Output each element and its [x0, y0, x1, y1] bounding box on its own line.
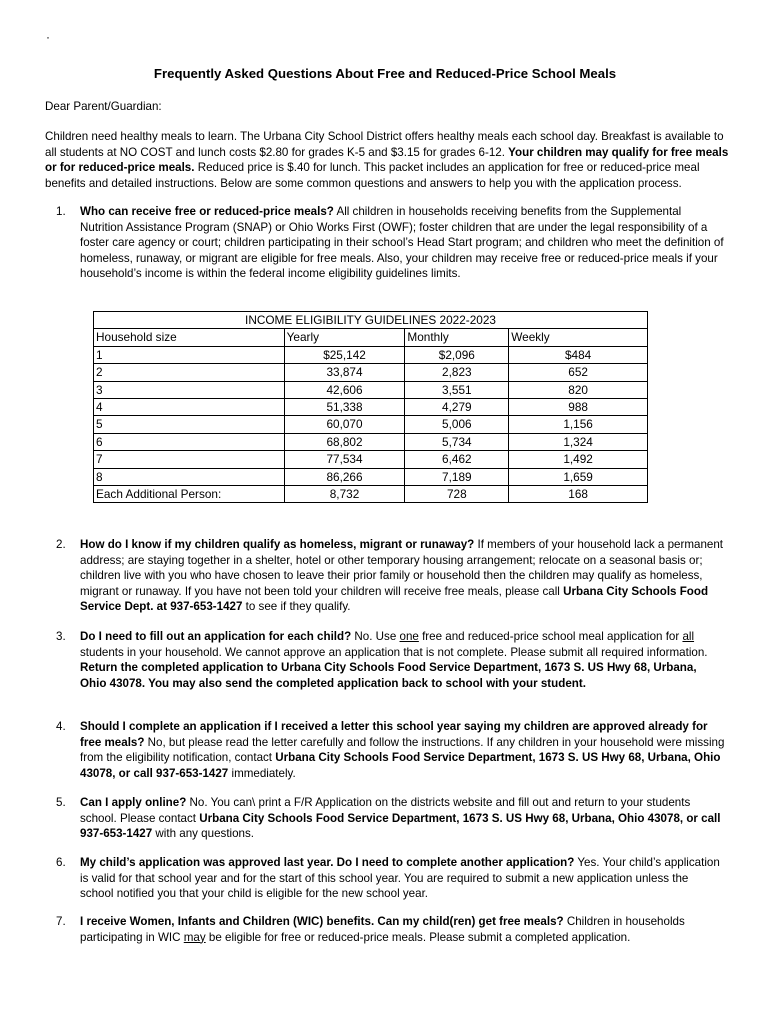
cell-yearly: 42,606 [284, 381, 405, 398]
cell-household-size: 7 [94, 451, 285, 468]
cell-yearly: 60,070 [284, 416, 405, 433]
cell-yearly: 51,338 [284, 399, 405, 416]
faq-contact: Urbana City Schools Food Service Department, 1673 S. US Hwy 68, Urbana, Ohio 43078, or call 937-653-1427 [80, 751, 721, 780]
faq-answer: Children in households participating in WIC [80, 915, 685, 944]
cell-weekly: 1,659 [509, 468, 648, 485]
faq-question: Do I need to fill out an application for each child? [80, 630, 352, 643]
cell-weekly: 168 [509, 486, 648, 503]
faq-number: 3. [56, 630, 66, 643]
faq-body [80, 795, 725, 842]
faq-answer-3: students in your household. We cannot approve an application that is not complete. Please submit all required information. [80, 645, 708, 659]
faq-underline-one: one [399, 630, 419, 643]
faq-answer: No. You can\ print a F/R Application on the districts website and fill out and return to your students school. Please contact [80, 796, 691, 825]
table-row [94, 416, 648, 433]
intro-text-2: Reduced price is $.40 for lunch. This packet includes an application for free or reduced-price meal benefits and detailed instructions. Below are some common questions and answers to help you with the application process. [45, 161, 700, 190]
table-row [94, 399, 648, 416]
cell-household-size: 3 [94, 381, 285, 398]
income-eligibility-table [93, 311, 648, 503]
faq-number: 1. [56, 205, 66, 218]
cell-monthly: 5,006 [405, 416, 509, 433]
cell-monthly: 5,734 [405, 433, 509, 450]
cell-yearly: 68,802 [284, 433, 405, 450]
faq-answer-end: to see if they qualify. [242, 600, 351, 614]
header-monthly: Monthly [405, 329, 509, 346]
faq-body [80, 855, 725, 902]
table-row [94, 346, 648, 363]
cell-weekly: 1,156 [509, 416, 648, 433]
faq-answer-end: immediately. [228, 766, 296, 780]
faq-underline-all: all [682, 630, 695, 643]
cell-household-size: 6 [94, 433, 285, 450]
faq-answer-2: free and reduced-price school meal application for [418, 630, 683, 643]
intro-bold: Your children may qualify for free meals or for reduced-price meals. [45, 145, 729, 175]
cell-yearly: 86,266 [284, 468, 405, 485]
header-household-size: Household size [94, 329, 285, 346]
faq-body [80, 914, 725, 945]
table-row [94, 381, 648, 398]
faq-question: Can I apply online? [80, 796, 187, 809]
faq-item-4 [45, 719, 725, 781]
cell-monthly: $2,096 [405, 346, 509, 363]
stray-mark: · [46, 30, 50, 44]
table-row [94, 433, 648, 450]
cell-weekly: 820 [509, 381, 648, 398]
cell-household-size: 5 [94, 416, 285, 433]
faq-item-6 [45, 855, 725, 902]
cell-monthly: 6,462 [405, 451, 509, 468]
intro-paragraph [45, 129, 730, 191]
cell-monthly: 7,189 [405, 468, 509, 485]
cell-monthly: 2,823 [405, 364, 509, 381]
header-weekly: Weekly [509, 329, 648, 346]
faq-answer-end: be eligible for free or reduced-price meals. Please submit a completed application. [205, 930, 631, 944]
faq-body [80, 719, 725, 781]
faq-answer: Yes. Your child’s application is valid for that school year and for the start of this school year. You are required to submit a new application unless the school notified you that your child is eligible for the new school year. [80, 856, 720, 901]
greeting: Dear Parent/Guardian: [45, 100, 162, 113]
cell-household-size: 8 [94, 468, 285, 485]
cell-yearly: $25,142 [284, 346, 405, 363]
faq-answer-end: with any questions. [152, 827, 255, 841]
faq-body [80, 629, 725, 691]
faq-item-3 [45, 629, 725, 691]
cell-monthly: 728 [405, 486, 509, 503]
table-row [94, 468, 648, 485]
page-title: Frequently Asked Questions About Free and Reduced-Price School Meals [153, 66, 617, 81]
cell-yearly: 8,732 [284, 486, 405, 503]
faq-answer: No, but please read the letter carefully and follow the instructions. If any children in your household were missing from the eligibility notification, contact [80, 735, 725, 765]
faq-body [80, 537, 725, 615]
faq-underline-may: may [183, 930, 206, 944]
faq-answer: If members of your household lack a permanent address; are staying together in a shelter, hotel or other temporary housing arrangement; relocate on a seasonal basis or; children live with you who have chosen to leave their prior family or household then the children may qualify as homeless, migrant or runaway. If you have not been told your children will receive free meals, please call [80, 538, 724, 598]
faq-contact: Urbana City Schools Food Service Department, 1673 S. US Hwy 68, Urbana, Ohio 43078, or call 937-653-1427 [80, 811, 721, 841]
faq-number: 5. [56, 796, 66, 809]
faq-body [80, 204, 725, 282]
table-caption-row [94, 312, 648, 329]
cell-household-size: 4 [94, 399, 285, 416]
intro-text-1: Children need healthy meals to learn. The Urbana City School District offers healthy meals each school day. Breakfast is available to all students at NO COST and lunch costs $2.80 for grades K-5 and $3.15 for grades 6-12. [45, 130, 724, 159]
faq-item-1 [45, 204, 725, 282]
table-caption: INCOME ELIGIBILITY GUIDELINES 2022-2023 [94, 312, 648, 329]
cell-weekly: $484 [509, 346, 648, 363]
faq-question: Who can receive free or reduced-price meals? [80, 205, 334, 218]
cell-household-size: Each Additional Person: [94, 486, 285, 503]
cell-weekly: 988 [509, 399, 648, 416]
cell-yearly: 33,874 [284, 364, 405, 381]
faq-contact: Return the completed application to Urbana City Schools Food Service Department, 1673 S. US Hwy 68, Urbana, Ohio 43078. You may also send the completed application back to school with your student. [80, 661, 697, 690]
faq-number: 2. [56, 538, 66, 551]
table-header-row [94, 329, 648, 346]
cell-monthly: 4,279 [405, 399, 509, 416]
faq-item-5 [45, 795, 725, 842]
cell-weekly: 652 [509, 364, 648, 381]
table-row [94, 451, 648, 468]
faq-contact: Urbana City Schools Food Service Dept. at 937-653-1427 [80, 584, 709, 614]
faq-answer: All children in households receiving benefits from the Supplemental Nutrition Assistance Program (SNAP) or Ohio Works First (OWF); foster children that are under the legal responsibility of a foster care agency or court; children participating in their school’s Head Start program; and children who meet the definition of homeless, runaway, or migrant are eligible for free meals. Also, your children may receive free or reduced-price meals if your household’s income is within the federal income eligibility guidelines limits. [80, 205, 724, 281]
faq-question: I receive Women, Infants and Children (WIC) benefits. Can my child(ren) get free meals? [80, 915, 564, 928]
cell-weekly: 1,324 [509, 433, 648, 450]
faq-question: Should I complete an application if I received a letter this school year saying my children are approved already for free meals? [80, 720, 708, 749]
table-row [94, 486, 648, 503]
cell-household-size: 1 [94, 346, 285, 363]
table-row [94, 364, 648, 381]
cell-monthly: 3,551 [405, 381, 509, 398]
cell-weekly: 1,492 [509, 451, 648, 468]
faq-item-2 [45, 537, 725, 615]
faq-item-7 [45, 914, 725, 945]
cell-household-size: 2 [94, 364, 285, 381]
faq-number: 7. [56, 915, 66, 928]
header-yearly: Yearly [284, 329, 405, 346]
faq-question: How do I know if my children qualify as homeless, migrant or runaway? [80, 538, 475, 551]
cell-yearly: 77,534 [284, 451, 405, 468]
faq-number: 4. [56, 720, 66, 733]
faq-question: My child’s application was approved last year. Do I need to complete another application? [80, 856, 575, 869]
faq-number: 6. [56, 856, 66, 869]
faq-answer: No. Use [351, 630, 400, 643]
